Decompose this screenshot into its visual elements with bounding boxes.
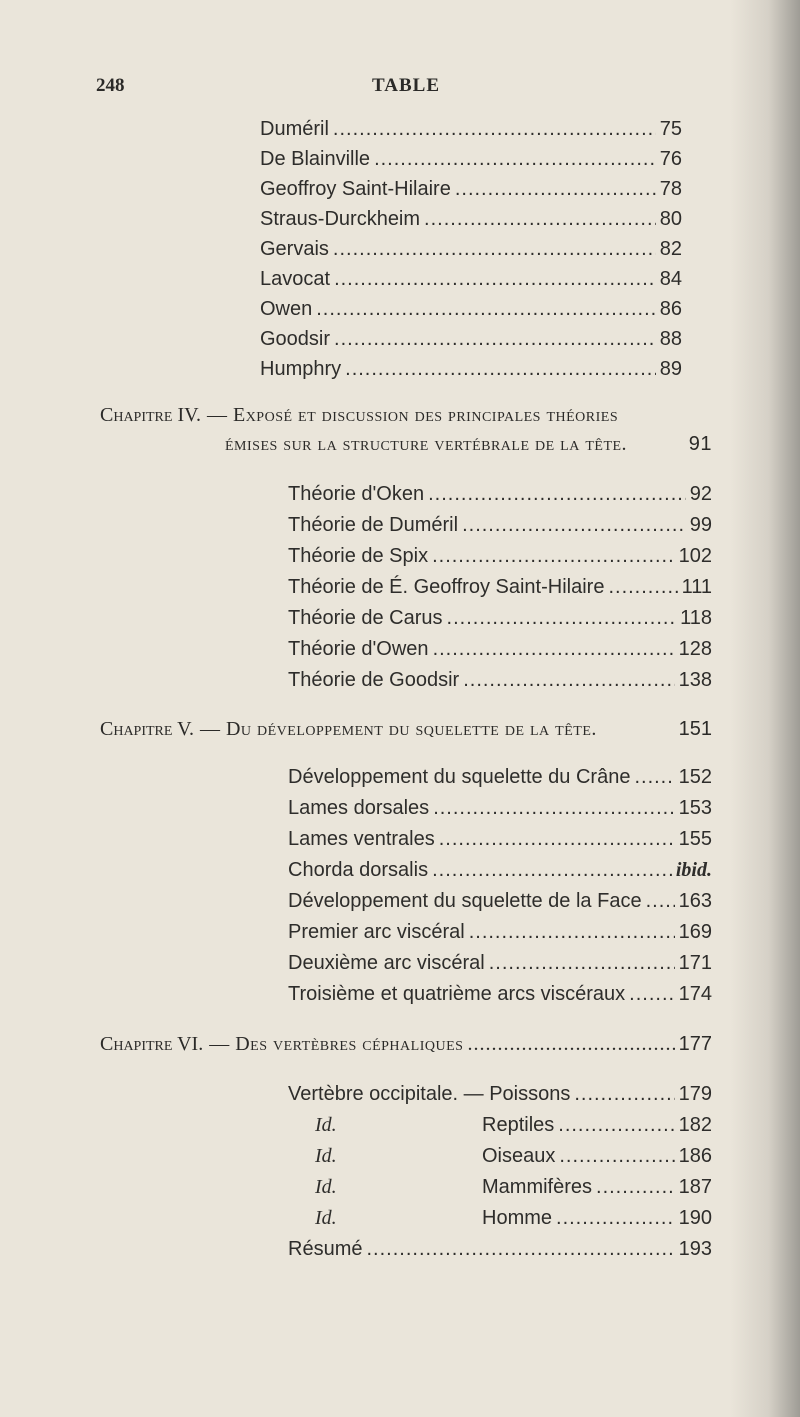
toc-entry-page: 80 [659,208,682,230]
toc-entry-label: Mammifères [482,1176,593,1198]
leader-dots [374,148,656,171]
toc-entry-page: 187 [678,1176,712,1198]
toc-entry [288,828,712,858]
toc-entry-label: Humphry [260,358,342,380]
toc-entry-label: Chorda dorsalis [288,859,429,881]
toc-entry-label: Straus-Durckheim [260,208,421,230]
toc-entry-label: Lavocat [260,268,331,290]
toc-entry-label: Lames dorsales [288,797,430,819]
toc-entry-label: Développement du squelette du Crâne [288,766,631,788]
toc-entry-label: Théorie de Spix [288,545,429,567]
leader-dots [596,1176,675,1199]
toc-entry-page: 102 [678,545,712,567]
chapter-page: 177 [678,1033,712,1055]
toc-entry-page: 92 [689,483,712,505]
leader-dots [467,1033,674,1056]
toc-entry [260,178,682,208]
chapter-title-continued: émises sur la structure vertébrale de la tête. [225,433,628,455]
toc-entry-label: Lames ventrales [288,828,435,850]
leader-dots [608,576,677,599]
toc-entry-page: 169 [678,921,712,943]
toc-entry-page: 163 [678,890,712,912]
leader-dots [463,669,674,692]
toc-entry [288,890,712,920]
chapter-label: Chapitre VI. [100,1033,204,1055]
toc-entry-page: 118 [680,607,712,629]
toc-entry-page: 152 [678,766,712,788]
toc-sub-entry [288,1114,712,1144]
chapter-title: Du développement du squelette de la tête. [225,718,597,740]
toc-entry-page: 82 [659,238,682,260]
leader-dots [559,1145,674,1168]
toc-entry-label: Goodsir [260,328,331,350]
toc-sub-entry [288,1176,712,1206]
leader-dots [432,859,672,882]
toc-entry [288,638,712,668]
leader-dots [334,328,656,351]
leader-dots [433,797,674,820]
toc-entry-page: ibid. [675,859,712,881]
toc-entry [260,208,682,238]
toc-entry [288,983,712,1013]
chapter-title: Exposé et discussion des principales théories [232,404,619,426]
chapter-dash: — [199,718,220,740]
toc-entry [288,1238,712,1268]
toc-entry-page: 84 [659,268,682,290]
chapter-heading-vi [100,1033,712,1056]
toc-entry-page: 171 [678,952,712,974]
toc-entry-page: 138 [678,669,712,691]
toc-entry-page: 153 [678,797,712,819]
toc-entry-label: Troisième et quatrième arcs viscéraux [288,983,626,1005]
toc-entry [288,545,712,575]
ibid-abbrev: Id. [315,1176,337,1198]
toc-entry [260,328,682,358]
toc-entry [288,766,712,796]
leader-dots [455,178,656,201]
leader-dots [469,921,675,944]
leader-dots [424,208,656,231]
toc-entry [288,797,712,827]
toc-entry-label: Théorie de É. Geoffroy Saint-Hilaire [288,576,605,598]
toc-entry-page: 186 [678,1145,712,1167]
toc-entry-label: Gervais [260,238,329,260]
leader-dots [629,983,674,1006]
toc-entry [260,118,682,148]
ibid-abbrev: Id. [315,1145,337,1167]
toc-entry-page: 111 [681,576,712,598]
toc-entry [288,1083,712,1113]
toc-entry-label: Premier arc viscéral [288,921,465,943]
leader-dots [432,545,675,568]
toc-entry-label: Théorie de Duméril [288,514,459,536]
toc-entry-page: 86 [659,298,682,320]
toc-entry-label: Deuxième arc viscéral [288,952,485,974]
toc-entry [288,859,712,889]
chapter-dash: — [206,404,227,426]
toc-entry [288,921,712,951]
toc-entry-label: Théorie de Goodsir [288,669,460,691]
toc-entry-page: 75 [659,118,682,140]
leader-dots [433,638,675,661]
toc-entry-label: Théorie d'Owen [288,638,429,660]
leader-dots [447,607,677,630]
leader-dots [439,828,675,851]
leader-dots [574,1083,674,1106]
leader-dots [366,1238,674,1261]
leader-dots [334,268,656,291]
chapter-label: Chapitre V. [100,718,194,740]
toc-entry-page: 99 [689,514,712,536]
toc-entry-label: De Blainville [260,148,371,170]
page-title: TABLE [372,75,441,96]
toc-entry [288,607,712,637]
chapter-title: Des vertèbres céphaliques [235,1033,464,1055]
toc-entry [260,268,682,298]
ibid-abbrev: Id. [315,1207,337,1229]
leader-dots [345,358,656,381]
leader-dots [316,298,656,321]
toc-sub-entry [288,1145,712,1175]
toc-entry-page: 193 [678,1238,712,1260]
chapter-heading-iv [100,404,712,463]
toc-entry-label: Homme [482,1207,553,1229]
toc-entry-page: 182 [678,1114,712,1136]
chapter-page: 151 [678,718,712,740]
toc-entry-page: 78 [659,178,682,200]
toc-entry-page: 155 [678,828,712,850]
toc-entry-label: Duméril [260,118,329,140]
toc-entry [288,514,712,544]
toc-entry [260,238,682,268]
toc-entry-label: Reptiles [482,1114,555,1136]
toc-entry-page: 190 [678,1207,712,1229]
leader-dots [462,514,686,537]
leader-dots [333,118,656,141]
toc-entry-label: Geoffroy Saint-Hilaire [260,178,451,200]
toc-entry-label: Développement du squelette de la Face [288,890,642,912]
toc-entry-label: Résumé [288,1238,363,1260]
toc-entry-page: 174 [678,983,712,1005]
toc-entry-label: Vertèbre occipitale. — Poissons [288,1083,571,1105]
leader-dots [634,766,674,789]
leader-dots [428,483,686,506]
toc-entry [288,483,712,513]
toc-entry-label: Oiseaux [482,1145,556,1167]
toc-entry [288,576,712,606]
toc-entry-page: 76 [659,148,682,170]
toc-entry [288,952,712,982]
chapter-label: Chapitre IV. [100,404,201,426]
toc-sub-entry [288,1207,712,1237]
toc-entry [260,148,682,178]
leader-dots [333,238,656,261]
page-edge-shadow [730,0,800,1417]
leader-dots [646,890,675,913]
toc-entry [260,298,682,328]
chapter-dash: — [209,1033,230,1055]
leader-dots [489,952,675,975]
ibid-abbrev: Id. [315,1114,337,1136]
leader-dots [558,1114,674,1137]
running-head [0,75,800,103]
toc-entry-page: 88 [659,328,682,350]
toc-entry [260,358,682,388]
toc-entry-label: Owen [260,298,313,320]
toc-entry-page: 89 [659,358,682,380]
toc-entry-page: 128 [678,638,712,660]
page-number: 248 [96,75,125,96]
toc-entry-label: Théorie d'Oken [288,483,425,505]
toc-entry [288,669,712,699]
chapter-heading-v [100,718,712,741]
chapter-page: 91 [688,433,712,455]
toc-entry-label: Théorie de Carus [288,607,443,629]
toc-entry-page: 179 [678,1083,712,1105]
leader-dots [556,1207,675,1230]
